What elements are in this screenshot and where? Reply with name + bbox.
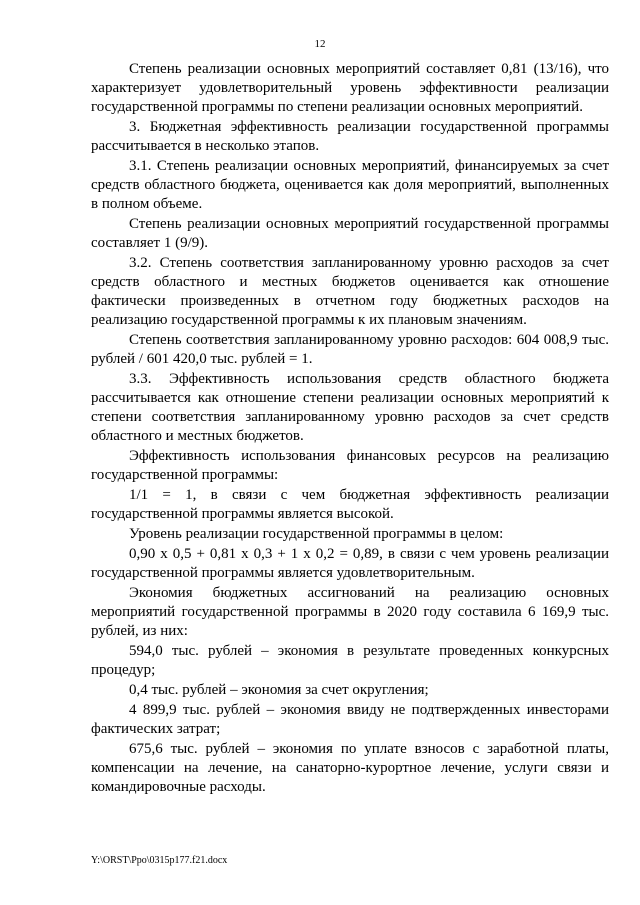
paragraph-implementation-degree: Степень реализации основных мероприятий составляет 0,81 (13/16), что характеризует удовлетворительный уровень эффективности реализации государственной программы по степени реализации основных мероприятий.: [91, 61, 609, 115]
paragraph-savings-rounding: 0,4 тыс. рублей – экономия за счет округления;: [129, 682, 429, 698]
page-number: 12: [314, 38, 326, 50]
paragraph-savings-contributions: 675,6 тыс. рублей – экономия по уплате взносов с заработной платы, компенсации на лечение, на санаторно-курортное лечение, услуги связи и командировочные расходы.: [91, 741, 609, 795]
paragraph-3-3: 3.3. Эффективность использования средств областного бюджета рассчитывается как отношение степени реализации основных мероприятий к степени соответствия запланированному уровню расходов за счет средств областного и местных бюджетов.: [91, 371, 609, 444]
paragraph-implementation-ratio: Степень реализации основных мероприятий государственной программы составляет 1 (9/9).: [91, 216, 609, 251]
paragraph-overall-formula: 0,90 x 0,5 + 0,81 x 0,3 + 1 x 0,2 = 0,89, в связи с чем уровень реализации государственной программы является удовлетворительным.: [91, 546, 609, 581]
paragraph-resource-efficiency: Эффективность использования финансовых ресурсов на реализацию государственной программы:: [91, 448, 609, 483]
paragraph-3-2: 3.2. Степень соответствия запланированному уровню расходов за счет средств областного и местных бюджетов оценивается как отношение фактически произведенных в отчетном году бюджетных расходов на реализацию государственной программы к их плановым значениям.: [91, 255, 609, 328]
paragraph-budget-efficiency: 3. Бюджетная эффективность реализации государственной программы рассчитывается в несколько этапов.: [91, 119, 609, 154]
paragraph-efficiency-result: 1/1 = 1, в связи с чем бюджетная эффективность реализации государственной программы является высокой.: [91, 487, 609, 522]
paragraph-savings-investors: 4 899,9 тыс. рублей – экономия ввиду не подтвержденных инвесторами фактических затрат;: [91, 702, 609, 737]
footer-file-path: Y:\ORST\Ppo\0315p177.f21.docx: [91, 855, 228, 866]
paragraph-savings-procurement: 594,0 тыс. рублей – экономия в результате проведенных конкурсных процедур;: [91, 643, 609, 678]
paragraph-spending-compliance: Степень соответствия запланированному уровню расходов: 604 008,9 тыс. рублей / 601 420,0 тыс. рублей = 1.: [91, 332, 609, 367]
paragraph-savings-total: Экономия бюджетных ассигнований на реализацию основных мероприятий государственной программы в 2020 году составила 6 169,9 тыс. рублей, из них:: [91, 585, 609, 639]
paragraph-overall-level: Уровень реализации государственной программы в целом:: [129, 526, 504, 542]
body-text: [91, 60, 609, 798]
paragraph-3-1: 3.1. Степень реализации основных мероприятий, финансируемых за счет средств областного бюджета, оценивается как доля мероприятий, выполненных в полном объеме.: [91, 158, 609, 212]
